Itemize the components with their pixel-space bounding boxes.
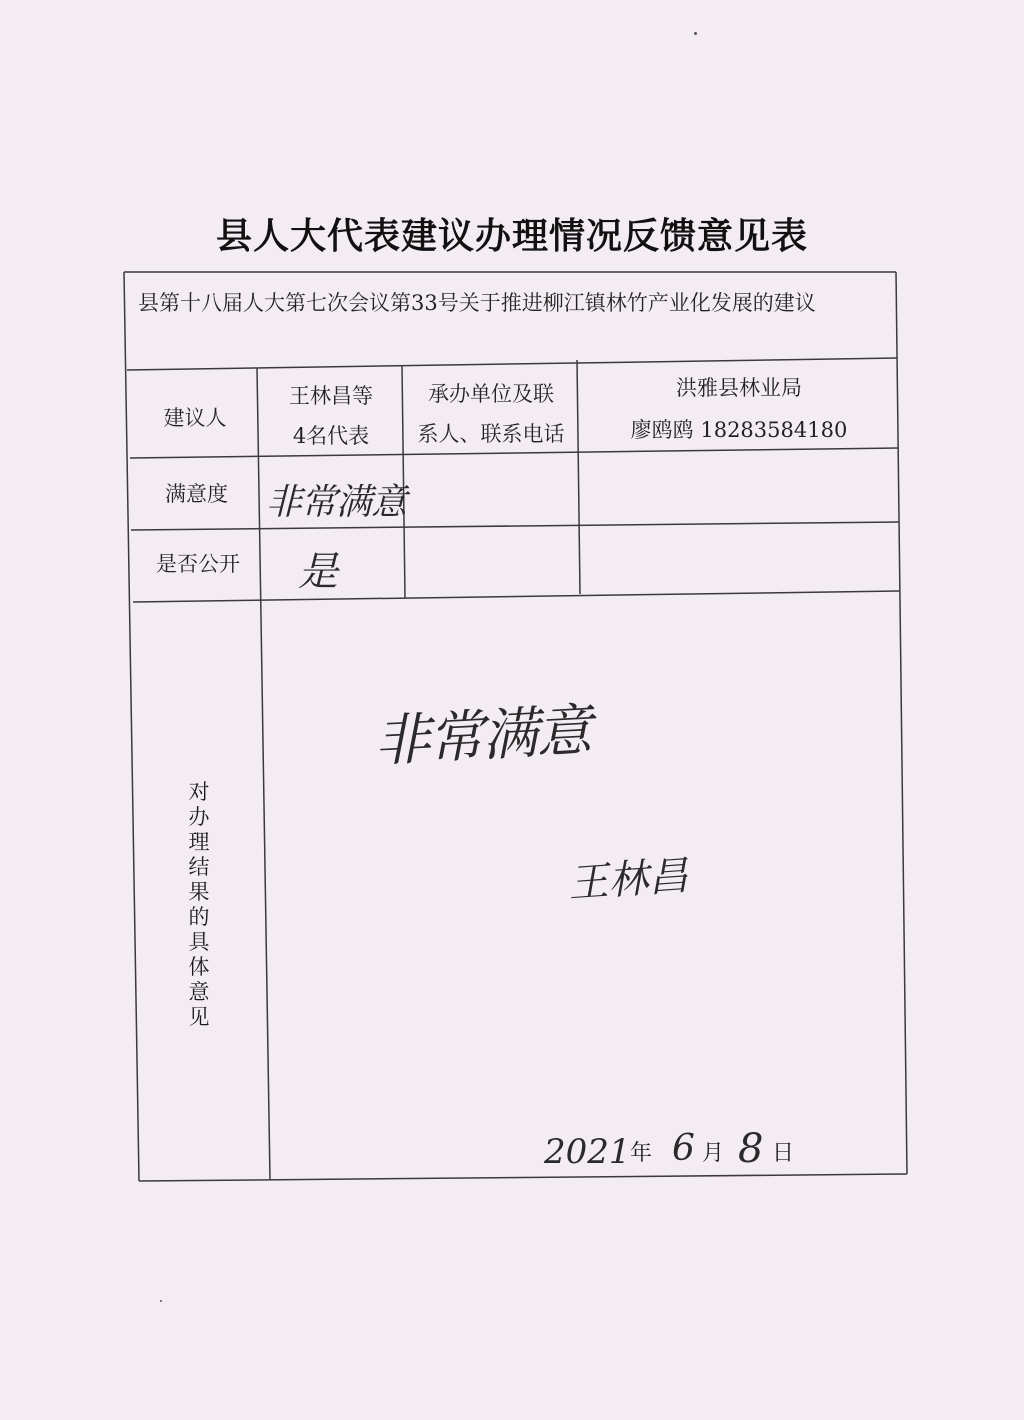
date-month-unit: 月: [702, 1141, 725, 1166]
handler-unit: 洪雅县林业局: [676, 376, 802, 400]
signature: 王林昌: [566, 852, 690, 908]
proposer-value-line1: 王林昌等: [289, 384, 373, 408]
page-title: 县人大代表建议办理情况反馈意见表: [215, 216, 808, 257]
public-label: 是否公开: [156, 552, 240, 576]
proposer-value-line2: 4名代表: [292, 424, 370, 448]
satisfaction-label: 满意度: [165, 482, 228, 506]
opinion-label: 对办理结果的具体意见: [188, 780, 210, 1029]
handler-label-line1: 承办单位及联: [428, 382, 554, 406]
handler-label-line2: 系人、联系电话: [417, 422, 565, 446]
opinion-handwritten: 非常满意: [372, 698, 592, 775]
date-day-unit: 日: [772, 1141, 795, 1166]
proposer-label: 建议人: [163, 406, 227, 430]
public-handwritten: 是: [298, 549, 338, 595]
satisfaction-handwritten: 非常满意: [266, 482, 407, 523]
date-day: 8: [738, 1126, 764, 1172]
proposal-subject: 县第十八届人大第七次会议第33号关于推进柳江镇林竹产业化发展的建议: [138, 291, 816, 315]
date-year-unit: 年: [630, 1141, 653, 1166]
handler-contact: 廖鸥鸥 18283584180: [630, 418, 848, 442]
date-year: 2021: [544, 1132, 631, 1172]
date-month: 6: [672, 1128, 695, 1169]
